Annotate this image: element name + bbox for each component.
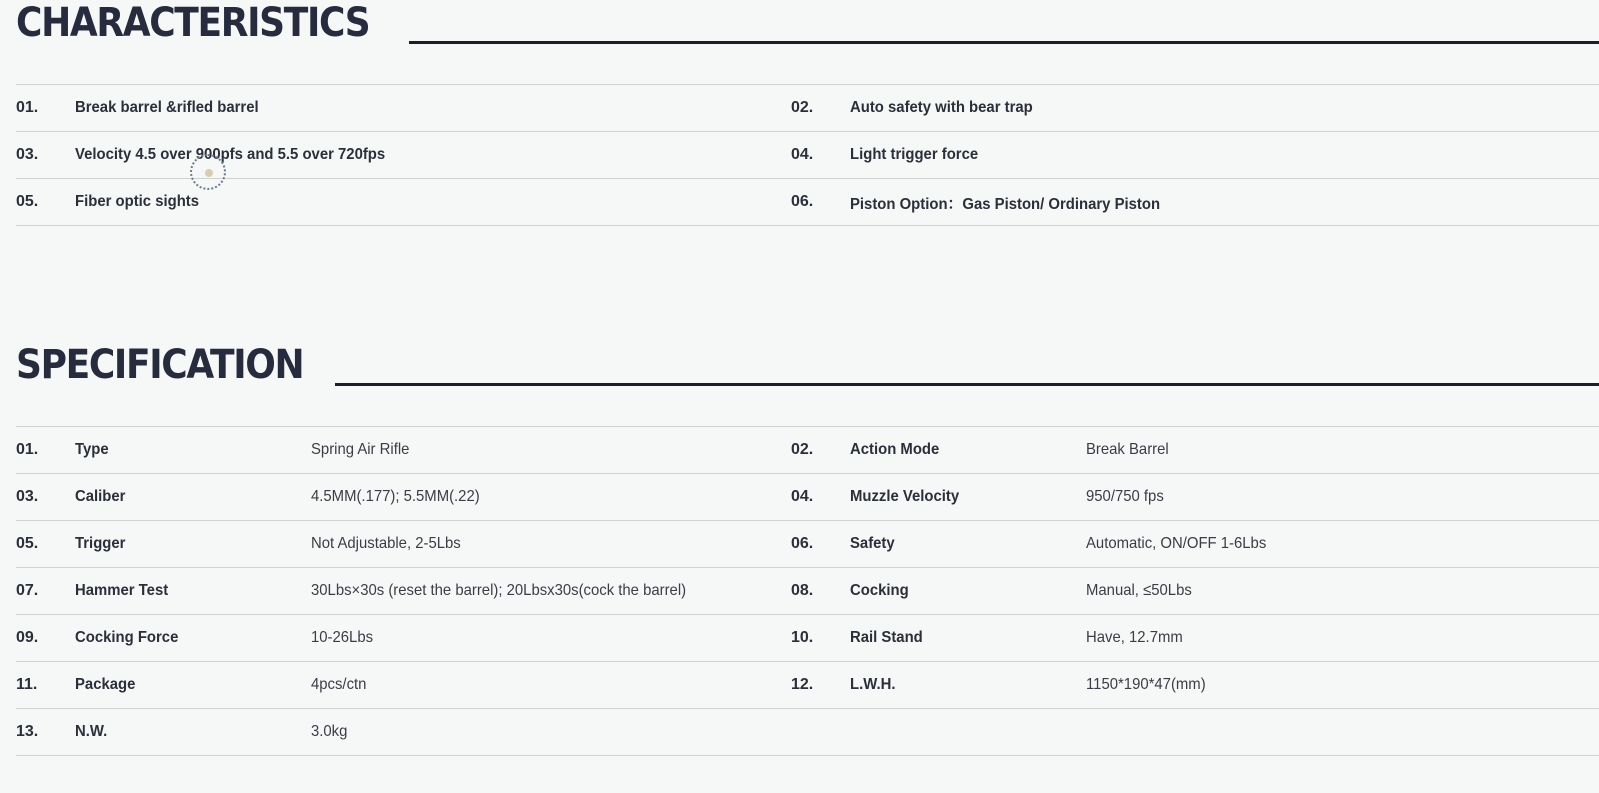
feature-item xyxy=(16,85,791,131)
table-row xyxy=(16,568,1599,615)
characteristics-heading-row xyxy=(16,0,1599,46)
spec-value: 3.0kg xyxy=(311,723,348,740)
spec-number: 06. xyxy=(791,535,814,552)
spec-number: 05. xyxy=(16,535,39,552)
spec-item xyxy=(791,474,1599,520)
spec-value: 30Lbs×30s (reset the barrel); 20Lbsx30s(cock the barrel) xyxy=(311,582,687,599)
table-row xyxy=(16,662,1599,709)
spec-label: Rail Stand xyxy=(850,629,923,646)
feature-number: 06. xyxy=(791,193,814,210)
spec-number: 10. xyxy=(791,629,814,646)
feature-number: 03. xyxy=(16,146,39,163)
feature-label: Velocity 4.5 over 900pfs and 5.5 over 720fps xyxy=(75,146,386,163)
spec-value: Break Barrel xyxy=(1086,441,1169,458)
spec-value: Not Adjustable, 2-5Lbs xyxy=(311,535,461,552)
spec-number: 11. xyxy=(16,676,38,693)
spec-value: Manual, ≤50Lbs xyxy=(1086,582,1192,599)
feature-number: 01. xyxy=(16,99,39,116)
feature-label: Fiber optic sights xyxy=(75,193,200,210)
feature-item xyxy=(16,179,791,225)
spec-label: Package xyxy=(75,676,136,693)
spec-number: 07. xyxy=(16,582,39,599)
spec-label: N.W. xyxy=(75,723,108,740)
spec-item xyxy=(16,709,791,755)
spec-label: Type xyxy=(75,441,109,458)
feature-label: Break barrel &rifled barrel xyxy=(75,99,259,116)
characteristics-section xyxy=(16,0,1599,226)
feature-number: 05. xyxy=(16,193,39,210)
heading-underline xyxy=(409,41,1599,44)
table-row xyxy=(16,179,1599,226)
spec-number: 12. xyxy=(791,676,814,693)
table-row xyxy=(16,427,1599,474)
table-row xyxy=(16,132,1599,179)
spec-item xyxy=(791,427,1599,473)
spec-label: Caliber xyxy=(75,488,126,505)
spec-item xyxy=(791,521,1599,567)
spec-label: L.W.H. xyxy=(850,676,896,693)
specification-heading-row xyxy=(16,342,1599,388)
table-row xyxy=(16,85,1599,132)
spec-number: 08. xyxy=(791,582,814,599)
spec-item-empty xyxy=(791,709,1599,755)
characteristics-table xyxy=(16,84,1599,226)
table-row xyxy=(16,474,1599,521)
table-row xyxy=(16,521,1599,568)
spec-number: 01. xyxy=(16,441,39,458)
spec-item xyxy=(16,474,791,520)
spec-label: Action Mode xyxy=(850,441,940,458)
spec-value: Have, 12.7mm xyxy=(1086,629,1183,646)
spec-label: Trigger xyxy=(75,535,126,552)
feature-item xyxy=(791,85,1599,131)
cursor-dot-icon xyxy=(205,169,213,177)
spec-label: Safety xyxy=(850,535,895,552)
spec-label: Cocking Force xyxy=(75,629,179,646)
spec-number: 04. xyxy=(791,488,814,505)
spec-number: 03. xyxy=(16,488,39,505)
spec-item xyxy=(791,615,1599,661)
feature-number: 04. xyxy=(791,146,814,163)
spec-label: Muzzle Velocity xyxy=(850,488,960,505)
spec-value: Spring Air Rifle xyxy=(311,441,410,458)
feature-item xyxy=(791,132,1599,178)
spec-item xyxy=(16,662,791,708)
mouse-cursor-indicator xyxy=(190,154,226,190)
feature-item xyxy=(791,179,1599,225)
feature-label: Piston Option：Gas Piston/ Ordinary Piston xyxy=(850,195,1161,213)
characteristics-title: CHARACTERISTICS xyxy=(16,0,370,46)
spec-item xyxy=(16,568,791,614)
feature-label: Auto safety with bear trap xyxy=(850,99,1033,116)
spec-item xyxy=(791,662,1599,708)
feature-label: Light trigger force xyxy=(850,146,979,163)
spec-value: Automatic, ON/OFF 1-6Lbs xyxy=(1086,535,1267,552)
spec-item xyxy=(16,521,791,567)
spec-item xyxy=(16,427,791,473)
spec-value: 950/750 fps xyxy=(1086,488,1164,505)
spec-value: 4pcs/ctn xyxy=(311,676,367,693)
spec-value: 10-26Lbs xyxy=(311,629,374,646)
spec-number: 09. xyxy=(16,629,39,646)
feature-item xyxy=(16,132,791,178)
spec-label: Cocking xyxy=(850,582,909,599)
spec-item xyxy=(16,615,791,661)
table-row xyxy=(16,615,1599,662)
heading-underline xyxy=(335,383,1599,386)
spec-value: 1150*190*47(mm) xyxy=(1086,676,1206,693)
spec-number: 02. xyxy=(791,441,814,458)
spec-value: 4.5MM(.177); 5.5MM(.22) xyxy=(311,488,480,505)
feature-number: 02. xyxy=(791,99,814,116)
specification-table xyxy=(16,426,1599,756)
specification-section xyxy=(16,342,1599,756)
table-row xyxy=(16,709,1599,756)
spec-item xyxy=(791,568,1599,614)
specification-title: SPECIFICATION xyxy=(16,342,304,388)
spec-number: 13. xyxy=(16,723,39,740)
spec-label: Hammer Test xyxy=(75,582,169,599)
